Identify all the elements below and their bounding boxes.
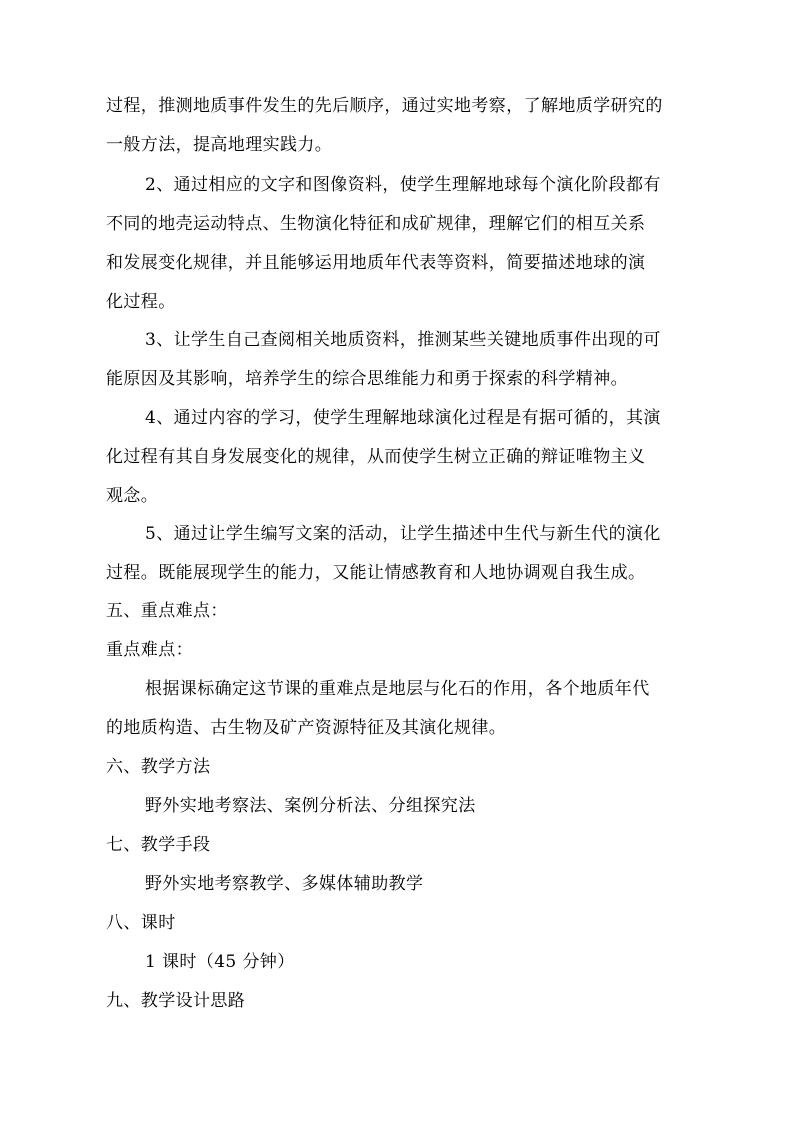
section-8-heading: 八、课时	[106, 913, 176, 933]
section-8-body: 1 课时（45 分钟）	[145, 952, 295, 972]
objective-1-line-2: 一般方法，提高地理实践力。	[106, 135, 333, 155]
section-6-heading: 六、教学方法	[106, 757, 211, 777]
section-7-body: 野外实地考察教学、多媒体辅助教学	[145, 874, 424, 894]
section-6-body: 野外实地考察法、案例分析法、分组探究法	[145, 796, 476, 816]
objective-1-line-1: 过程，推测地质事件发生的先后顺序，通过实地考察，了解地质学研究的	[106, 96, 663, 116]
section-5-body-line-2: 的地质构造、古生物及矿产资源特征及其演化规律。	[106, 718, 507, 738]
objective-2-line-4: 化过程。	[106, 292, 176, 312]
objective-2-line-1: 2、通过相应的文字和图像资料，使学生理解地球每个演化阶段都有	[145, 175, 661, 195]
objective-3-line-1: 3、让学生自己查阅相关地质资料，推测某些关键地质事件出现的可	[145, 330, 661, 350]
objective-3-line-2: 能原因及其影响，培养学生的综合思维能力和勇于探索的科学精神。	[106, 369, 628, 389]
objective-2-line-2: 不同的地壳运动特点、生物演化特征和成矿规律，理解它们的相互关系	[106, 214, 646, 234]
objective-5-line-2: 过程。既能展现学生的能力，又能让情感教育和人地协调观自我生成。	[106, 563, 646, 583]
section-9-heading: 九、教学设计思路	[106, 991, 246, 1011]
objective-4-line-2: 化过程有其自身发展变化的规律，从而使学生树立正确的辩证唯物主义	[106, 447, 646, 467]
objective-4-line-1: 4、通过内容的学习，使学生理解地球演化过程是有据可循的，其演	[145, 408, 661, 428]
section-5-body-line-1: 根据课标确定这节课的重难点是地层与化石的作用，各个地质年代	[145, 679, 650, 699]
section-5-heading: 五、重点难点：	[106, 601, 228, 621]
objective-2-line-3: 和发展变化规律，并且能够运用地质年代表等资料，简要描述地球的演	[106, 253, 646, 273]
objective-5-line-1: 5、通过让学生编写文案的活动，让学生描述中生代与新生代的演化	[145, 524, 661, 544]
section-5-subheading: 重点难点：	[106, 640, 193, 660]
section-7-heading: 七、教学手段	[106, 835, 211, 855]
objective-4-line-3: 观念。	[106, 486, 159, 506]
